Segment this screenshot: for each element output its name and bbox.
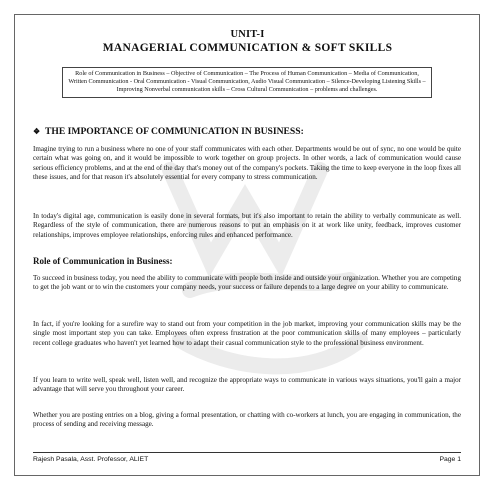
paragraph-role-4: Whether you are posting entries on a blog, giving a formal presentation, or chatting with co-workers at lunch, you are engaging in communication, the process of sending and receiving message.	[33, 411, 461, 429]
section-heading-text: THE IMPORTANCE OF COMMUNICATION IN BUSINESS:	[45, 126, 304, 137]
footer-author: Rajesh Pasala, Asst. Professor, ALIET	[33, 456, 149, 463]
footer-page-number: Page 1	[439, 456, 461, 463]
paragraph-role-2: In fact, if you're looking for a surefire way to stand out from your competition in the job market, improving your communication skills may be the single most important step you can take. Employees often express frustration at the poor communication skills of many employees – particularly recent college graduates who haven't yet learned how to adapt their casual communication style to the professional business environment.	[33, 320, 461, 347]
document-title: MANAGERIAL COMMUNICATION & SOFT SKILLS	[102, 42, 393, 54]
paragraph-role-1: To succeed in business today, you need the ability to communicate with people both inside and outside your organization. Whether you are competing to get the job want or to win the customers your company needs, your success or failure depends to a large degree on your ability to communicate.	[33, 274, 461, 292]
diamond-bullet-icon: ❖	[33, 127, 41, 136]
paragraph-importance-1: Imagine trying to run a business where no one of your staff communicates with each other. Departments would be out of sync, no one would be quite certain what was going on, and it would be impossible to work together on group projects. In other words, a lack of communication would cause serious efficiency problems, and at the end of the day that's money out of the company's pockets. Taking the time to keep everyone in the loop fixes all these issues, and for that reason it's absolutely essential for every company to stress communication.	[33, 145, 461, 182]
paragraph-importance-2: In today's digital age, communication is easily done in several formats, but it's also important to retain the ability to verbally communicate as well. Regardless of the style of communication, there are numerous reasons to put an emphasis on it at work like unity, feedback, improves customer relationships, improves employee relationships, enforcing rules and enhanced performance.	[33, 212, 461, 239]
syllabus-abstract-box: Role of Communication in Business – Objective of Communication – The Process of Human Communication – Media of Communication, Written Communication - Oral Communication - Visual Communication, Audio Visual Communication – Silence-Developing Listening Skills – Improving Nonverbal communication skills – Cross Cultural Communication – problems and challenges.	[62, 67, 432, 98]
section-heading-role: Role of Communication in Business:	[33, 256, 173, 266]
paragraph-role-3: If you learn to write well, speak well, listen well, and recognize the appropriate ways to communicate in various ways situations, you'll gain a major advantage that will serve you throughout your career.	[33, 376, 461, 394]
unit-label: UNIT-I	[230, 29, 265, 40]
section-heading-importance	[33, 126, 304, 137]
footer-divider	[33, 452, 461, 453]
